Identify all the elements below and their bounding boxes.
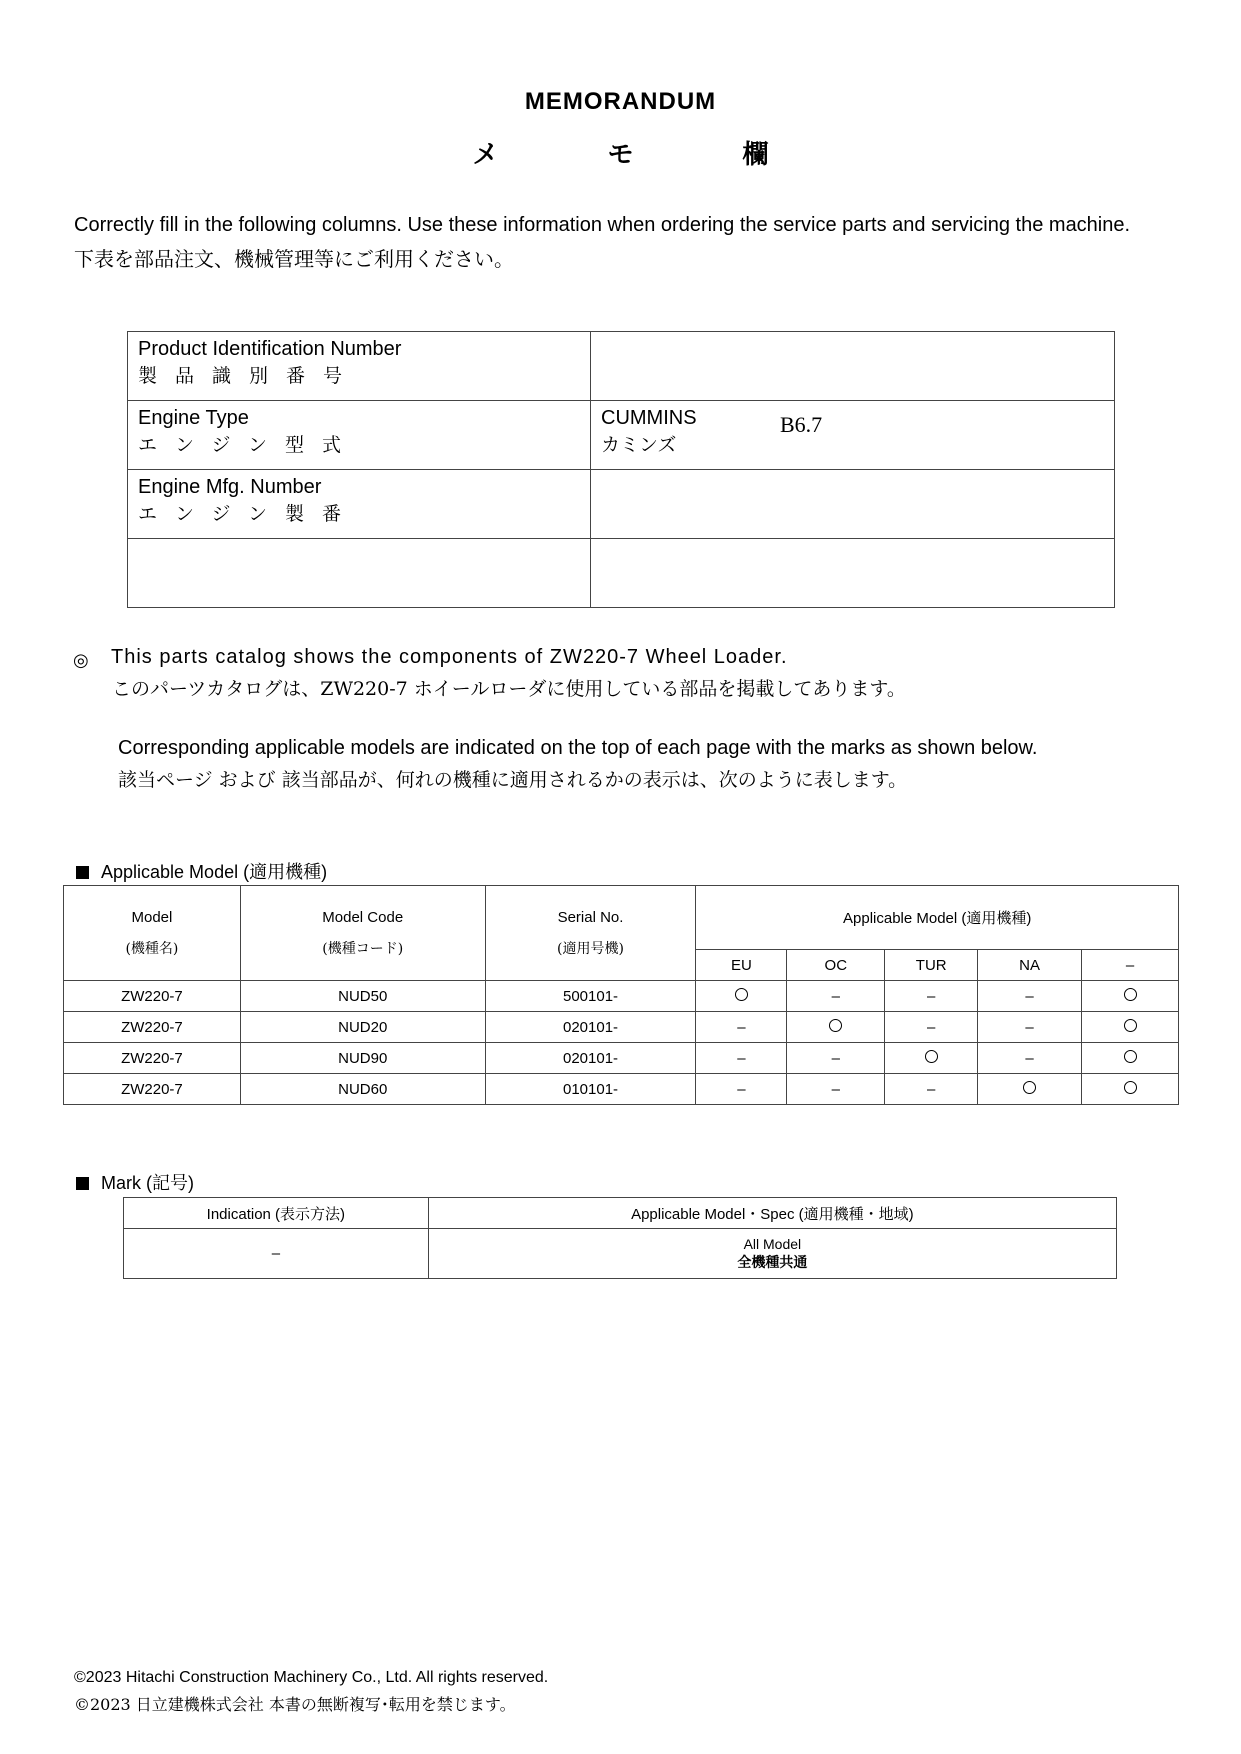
- applicable-mark: [696, 981, 787, 1012]
- circle-icon: [1124, 1019, 1137, 1032]
- corresponding-note-en: Corresponding applicable models are indicated on the top of each page with the marks as shown below.: [118, 737, 1038, 759]
- memo-row-engine-type: [128, 401, 1115, 470]
- memo-label-jp: エンジン製番: [138, 503, 360, 525]
- memo-label-en: Product Identification Number: [138, 338, 402, 360]
- header-code-en: Model Code: [322, 908, 404, 926]
- page-title: MEMORANDUM: [524, 88, 717, 115]
- row-serial: 020101-: [485, 1012, 696, 1043]
- copyright-jp: ©2023 日立建機株式会社 本書の無断複写･転用を禁じます。: [74, 1695, 516, 1714]
- not-applicable-mark: –: [978, 1012, 1082, 1043]
- header-model-jp: (機種名): [125, 940, 179, 957]
- mark-desc-en: All Model: [743, 1235, 802, 1252]
- memo-blank-label[interactable]: [128, 539, 591, 608]
- header-model-en: Model: [131, 908, 173, 926]
- intro-text-en: Correctly fill in the following columns. Use these information when ordering the service parts and servicing the machine.: [74, 214, 1131, 236]
- table-row: [64, 1074, 1179, 1105]
- row-model-code: NUD20: [240, 1012, 485, 1043]
- circle-icon: [925, 1050, 938, 1063]
- header-model: [64, 886, 241, 981]
- not-applicable-mark: –: [696, 1043, 787, 1074]
- row-model: ZW220-7: [64, 1043, 241, 1074]
- applicable-mark: [1082, 1074, 1179, 1105]
- not-applicable-mark: –: [885, 981, 978, 1012]
- not-applicable-mark: –: [885, 1012, 978, 1043]
- circle-icon: [1124, 988, 1137, 1001]
- not-applicable-mark: –: [787, 1074, 885, 1105]
- region-header: TUR: [885, 950, 978, 981]
- not-applicable-mark: –: [885, 1074, 978, 1105]
- table-row: [124, 1229, 1117, 1279]
- header-serial: [485, 886, 696, 981]
- engine-model-handwritten: B6.7: [780, 412, 823, 437]
- row-serial: 020101-: [485, 1043, 696, 1074]
- header-serial-en: Serial No.: [557, 908, 624, 926]
- memo-value-engine-number[interactable]: [591, 470, 1115, 539]
- applicable-mark: [787, 1012, 885, 1043]
- not-applicable-mark: –: [787, 981, 885, 1012]
- memo-label-cell: [128, 470, 591, 539]
- applicable-mark: [885, 1043, 978, 1074]
- header-applicable: Applicable Model (適用機種): [696, 886, 1179, 950]
- applicable-model-heading: [76, 858, 327, 884]
- memo-label-en: Engine Type: [138, 407, 249, 429]
- mark-heading-text: Mark (記号): [101, 1173, 194, 1193]
- applicable-mark: [978, 1074, 1082, 1105]
- page-title-jp: メ モ 欄: [472, 140, 819, 170]
- mark-indication: –: [124, 1229, 429, 1279]
- table-row: [64, 1043, 1179, 1074]
- not-applicable-mark: –: [696, 1012, 787, 1043]
- memo-label-jp: 製品識別番号: [138, 365, 361, 387]
- memo-label-cell: [128, 401, 591, 470]
- header-model-code: [240, 886, 485, 981]
- row-model: ZW220-7: [64, 981, 241, 1012]
- memo-table: [127, 331, 1115, 608]
- double-circle-icon: ◎: [73, 650, 89, 670]
- memo-row-product-id: [128, 332, 1115, 401]
- table-header-row: [64, 886, 1179, 950]
- not-applicable-mark: –: [978, 1043, 1082, 1074]
- applicable-mark: [1082, 981, 1179, 1012]
- applicable-mark: [1082, 1012, 1179, 1043]
- header-code-jp: (機種コード): [322, 940, 404, 957]
- applicable-model-heading-text: Applicable Model (適用機種): [101, 862, 328, 882]
- row-model-code: NUD90: [240, 1043, 485, 1074]
- circle-icon: [735, 988, 748, 1001]
- applicable-mark: [1082, 1043, 1179, 1074]
- catalog-note-en: This parts catalog shows the components of ZW220-7 Wheel Loader.: [111, 646, 788, 668]
- corresponding-note-jp: 該当ページ および 該当部品が、何れの機種に適用されるかの表示は、次のように表します。: [118, 769, 908, 791]
- table-row: [64, 981, 1179, 1012]
- row-serial: 010101-: [485, 1074, 696, 1105]
- row-model: ZW220-7: [64, 1012, 241, 1043]
- region-header: –: [1082, 950, 1179, 981]
- copyright-en: ©2023 Hitachi Construction Machinery Co., Ltd. All rights reserved.: [74, 1669, 549, 1686]
- table-row: [64, 1012, 1179, 1043]
- mark-table: [123, 1197, 1117, 1279]
- engine-maker-jp: カミンズ: [601, 434, 677, 456]
- applicable-model-table: [63, 885, 1179, 1105]
- intro-text-jp: 下表を部品注文、機械管理等にご利用ください。: [74, 247, 514, 271]
- memo-label-en: Engine Mfg. Number: [138, 476, 322, 498]
- memo-value-product-id[interactable]: [591, 332, 1115, 401]
- memo-row-blank: [128, 539, 1115, 608]
- not-applicable-mark: –: [696, 1074, 787, 1105]
- row-serial: 500101-: [485, 981, 696, 1012]
- mark-header-indication: Indication (表示方法): [124, 1198, 429, 1229]
- region-header: OC: [787, 950, 885, 981]
- memo-value-engine-type[interactable]: [591, 401, 1115, 470]
- memo-blank-value[interactable]: [591, 539, 1115, 608]
- table-header-row: [124, 1198, 1117, 1229]
- header-serial-jp: (適用号機): [557, 940, 624, 957]
- model-table-body: [64, 981, 1179, 1105]
- row-model-code: NUD60: [240, 1074, 485, 1105]
- mark-desc-jp: 全機種共通: [737, 1253, 808, 1270]
- mark-header-applicable: Applicable Model・Spec (適用機種・地域): [428, 1198, 1116, 1229]
- region-header: NA: [978, 950, 1082, 981]
- mark-description: [428, 1229, 1116, 1279]
- circle-icon: [1023, 1081, 1036, 1094]
- circle-icon: [829, 1019, 842, 1032]
- memo-label-jp: エンジン型式: [138, 434, 360, 456]
- square-bullet-icon: [76, 866, 89, 879]
- region-header: EU: [696, 950, 787, 981]
- not-applicable-mark: –: [787, 1043, 885, 1074]
- memo-label-cell: [128, 332, 591, 401]
- row-model: ZW220-7: [64, 1074, 241, 1105]
- square-bullet-icon: [76, 1177, 89, 1190]
- memo-row-engine-number: [128, 470, 1115, 539]
- circle-icon: [1124, 1050, 1137, 1063]
- engine-maker-en: CUMMINS: [601, 407, 697, 429]
- catalog-note-jp: このパーツカタログは、ZW220-7 ホイールローダに使用している部品を掲載してあります。: [112, 678, 906, 700]
- row-model-code: NUD50: [240, 981, 485, 1012]
- mark-heading: [76, 1169, 194, 1195]
- circle-icon: [1124, 1081, 1137, 1094]
- not-applicable-mark: –: [978, 981, 1082, 1012]
